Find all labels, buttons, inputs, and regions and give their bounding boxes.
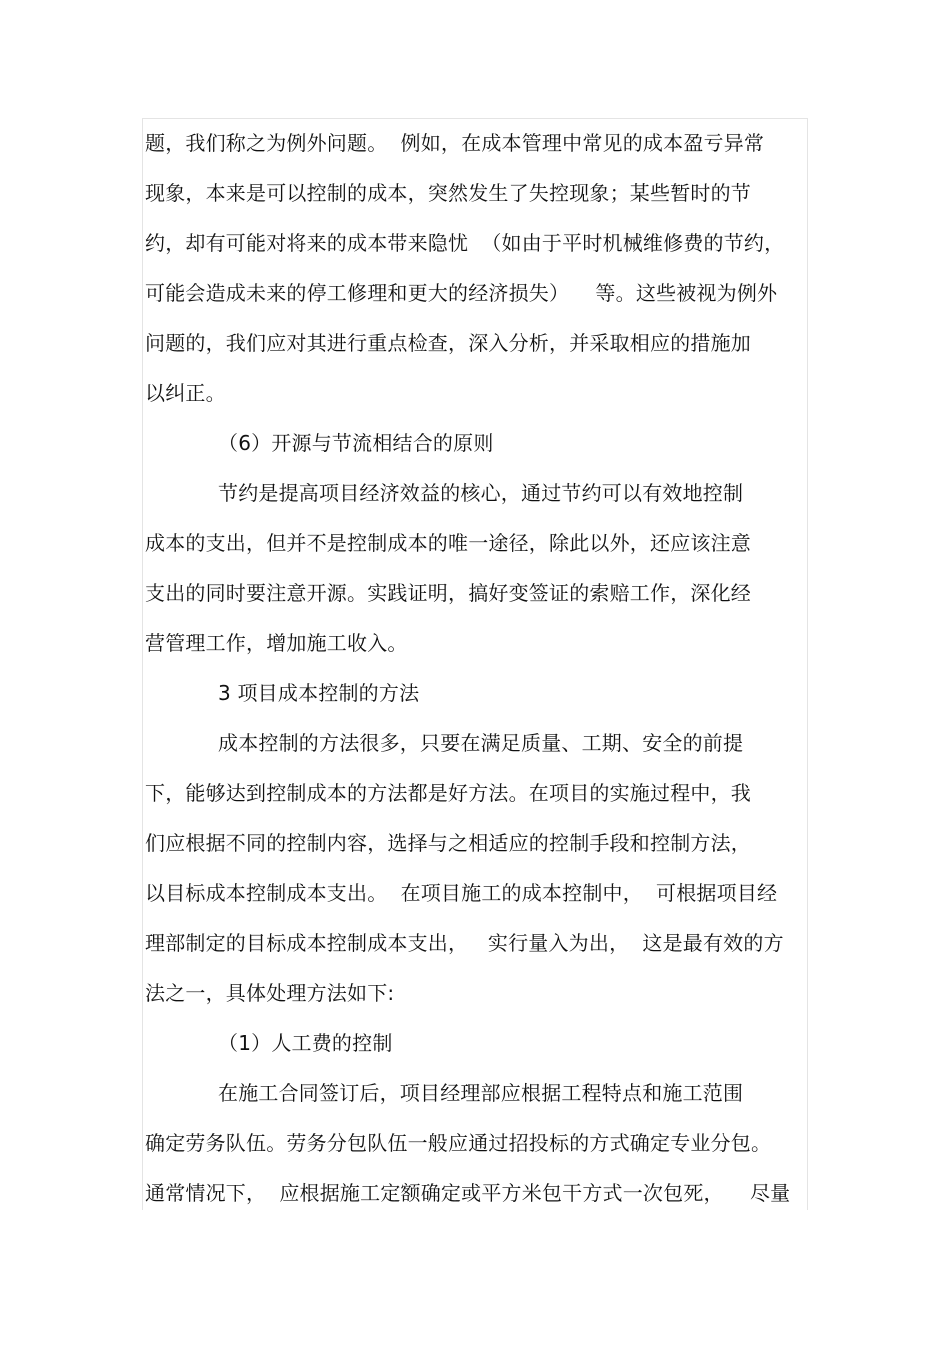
paragraph-line: 确定劳务队伍。劳务分包队伍一般应通过招投标的方式确定专业分包。 xyxy=(145,1131,772,1155)
paragraph-line: 营管理工作，增加施工收入。 xyxy=(145,631,408,655)
paragraph-line: 以纠正。 xyxy=(145,381,226,405)
paragraph-line: 成本的支出，但并不是控制成本的唯一途径，除此以外，还应该注意 xyxy=(145,531,751,555)
page-border-top xyxy=(142,118,808,119)
paragraph-line: 们应根据不同的控制内容，选择与之相适应的控制手段和控制方法， xyxy=(145,831,751,855)
paragraph-line: 题，我们称之为例外问题。 例如，在成本管理中常见的成本盈亏异常 xyxy=(145,131,765,155)
section-heading: （6）开源与节流相结合的原则 xyxy=(218,431,494,455)
section-heading: （1）人工费的控制 xyxy=(218,1031,393,1055)
page-border-left xyxy=(142,118,143,1210)
paragraph-line: 法之一，具体处理方法如下: xyxy=(145,981,395,1005)
page-border-right xyxy=(807,118,808,1210)
paragraph-line: 理部制定的目标成本控制成本支出， 实行量入为出， 这是最有效的方 xyxy=(145,931,784,955)
paragraph-line: 支出的同时要注意开源。实践证明，搞好变签证的索赔工作，深化经 xyxy=(145,581,751,605)
paragraph-line: 可能会造成未来的停工修理和更大的经济损失） 等。这些被视为例外 xyxy=(145,281,778,305)
paragraph-line: 通常情况下， 应根据施工定额确定或平方米包干方式一次包死， 尽量 xyxy=(145,1181,791,1205)
paragraph-line: 节约是提高项目经济效益的核心，通过节约可以有效地控制 xyxy=(218,481,744,505)
paragraph-line: 约，却有可能对将来的成本带来隐忧 （如由于平时机械维修费的节约， xyxy=(145,231,785,255)
paragraph-line: 问题的，我们应对其进行重点检查，深入分析，并采取相应的措施加 xyxy=(145,331,751,355)
paragraph-line: 在施工合同签订后，项目经理部应根据工程特点和施工范围 xyxy=(218,1081,744,1105)
paragraph-line: 成本控制的方法很多，只要在满足质量、工期、安全的前提 xyxy=(218,731,744,755)
paragraph-line: 以目标成本控制成本支出。 在项目施工的成本控制中， 可根据项目经 xyxy=(145,881,778,905)
paragraph-line: 现象，本来是可以控制的成本，突然发生了失控现象；某些暂时的节 xyxy=(145,181,751,205)
section-heading: 3 项目成本控制的方法 xyxy=(218,681,420,705)
paragraph-line: 下，能够达到控制成本的方法都是好方法。在项目的实施过程中，我 xyxy=(145,781,751,805)
